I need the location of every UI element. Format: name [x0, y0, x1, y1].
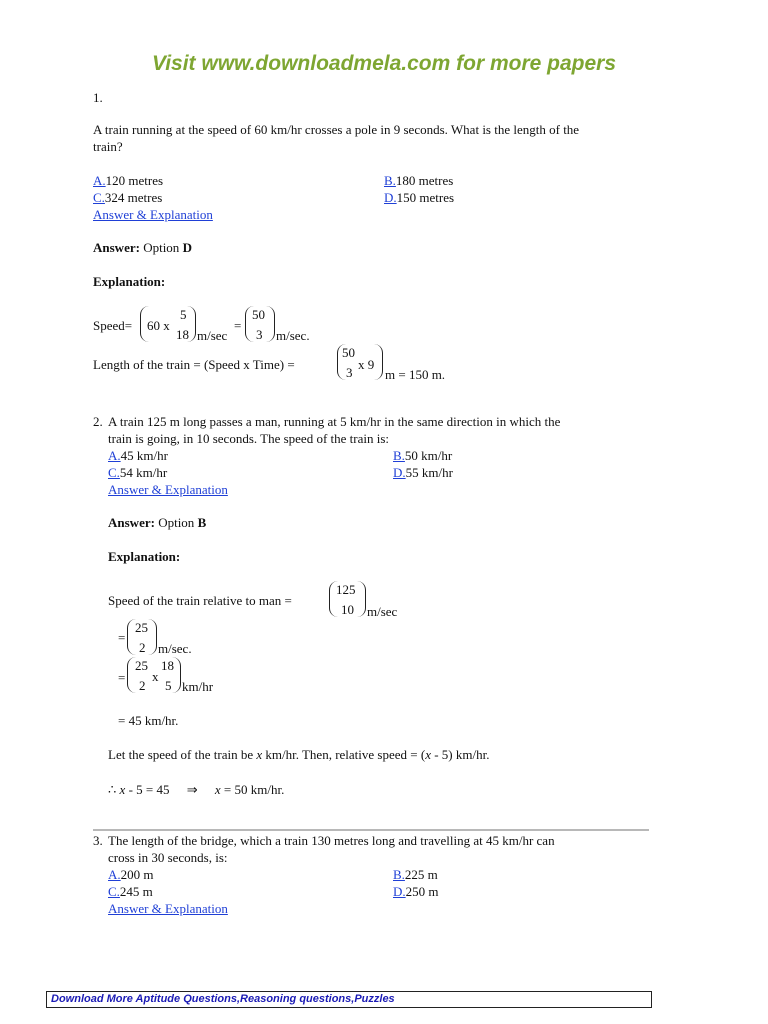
q1-option-b-link[interactable]: B.	[384, 173, 396, 188]
q1-length-x9: x 9	[358, 357, 375, 372]
q1-option-b-value: 180 metres	[395, 173, 454, 188]
q1-explanation-label: Explanation:	[93, 274, 166, 289]
q2-s3-den2: 5	[165, 678, 172, 693]
q2-let-line	[108, 747, 489, 763]
q3-option-c-value: 245 m	[119, 884, 153, 899]
q2-option-b	[393, 448, 452, 464]
q1-speed-60x: 60 x	[147, 318, 170, 333]
q2-answer-letter: B	[197, 515, 207, 530]
q1-option-a-value: 120 metres	[105, 173, 164, 188]
q2-eq1-rest: - 5 = 45	[128, 782, 170, 797]
q1-number: 1.	[93, 90, 103, 105]
q1-option-d	[384, 190, 454, 206]
q2-question-line1: A train 125 m long passes a man, running at 5 km/hr in the same direction in which the	[108, 414, 561, 429]
q3-option-d	[393, 884, 439, 900]
q1-option-b	[384, 173, 453, 189]
q2-option-d	[393, 465, 453, 481]
q3-option-a-link[interactable]: A.	[108, 867, 121, 882]
q1-length-num: 50	[342, 345, 355, 360]
q1-option-d-link[interactable]: D.	[384, 190, 397, 205]
q2-option-a-value: 45 km/hr	[120, 448, 168, 463]
q2-s2-den: 2	[139, 640, 146, 655]
q2-eq2-x: x	[214, 782, 221, 797]
q1-length-prefix: Length of the train = (Speed x Time) =	[93, 357, 295, 372]
q3-question-line1: The length of the bridge, which a train 130 metres long and travelling at 45 km/hr can	[108, 833, 555, 848]
q3-option-b-value: 225 m	[404, 867, 438, 882]
q2-answer-explanation-link[interactable]: Answer & Explanation	[108, 482, 228, 497]
q2-s3-num1: 25	[135, 658, 148, 673]
q1-option-c-link[interactable]: C.	[93, 190, 105, 205]
q2-answer	[108, 515, 206, 531]
q2-option-b-link[interactable]: B.	[393, 448, 405, 463]
q2-option-d-value: 55 km/hr	[405, 465, 453, 480]
q1-speed-unit1: m/sec	[197, 328, 228, 343]
q2-rel-unit: m/sec	[367, 604, 398, 619]
q2-option-d-link[interactable]: D.	[393, 465, 406, 480]
q1-answer-letter: D	[182, 240, 192, 255]
q2-therefore-line	[108, 782, 284, 798]
header-banner: Visit www.downloadmela.com for more papers	[151, 52, 617, 75]
q2-option-a-link[interactable]: A.	[108, 448, 121, 463]
q2-let-x: x	[256, 747, 263, 762]
q2-question-line2: train is going, in 10 seconds. The speed of the train is:	[108, 431, 390, 446]
q1-option-d-value: 150 metres	[396, 190, 455, 205]
q1-speed-unit2: m/sec.	[276, 328, 310, 343]
q2-answer-option: Option	[158, 515, 195, 530]
q1-question-line1: A train running at the speed of 60 km/hr crosses a pole in 9 seconds. What is the length of the	[93, 122, 580, 137]
q3-option-c-link[interactable]: C.	[108, 884, 120, 899]
q2-s3-num2: 18	[161, 658, 174, 673]
q2-s3-den1: 2	[139, 678, 146, 693]
q1-option-a-link[interactable]: A.	[93, 173, 106, 188]
footer-banner[interactable]: Download More Aptitude Questions,Reasoning questions,Puzzles	[46, 991, 652, 1008]
q2-number: 2.	[93, 414, 103, 429]
q2-option-c	[108, 465, 167, 481]
q2-s3-unit: km/hr	[182, 679, 214, 694]
q2-result: = 45 km/hr.	[118, 713, 179, 728]
q1-speed-eq: =	[234, 318, 242, 333]
q2-s3-eq: =	[118, 670, 126, 685]
q3-number: 3.	[93, 833, 103, 848]
q1-speed-num2: 50	[252, 307, 265, 322]
q1-question-line2: train?	[93, 139, 123, 154]
q2-let-b: km/hr. Then, relative speed = (	[265, 747, 426, 762]
q3-option-a	[108, 867, 154, 883]
q2-rel-den: 10	[341, 602, 354, 617]
q2-s3-x: x	[152, 669, 159, 684]
q2-eq1-x: x	[119, 782, 126, 797]
q2-answer-label: Answer:	[108, 515, 155, 530]
q1-option-c-value: 324 metres	[104, 190, 163, 205]
q1-length-result: m = 150 m.	[385, 367, 446, 382]
q2-s2-num: 25	[135, 620, 148, 635]
q3-answer-explanation-link[interactable]: Answer & Explanation	[108, 901, 228, 916]
q1-option-c	[93, 190, 162, 206]
q1-length-den: 3	[346, 365, 353, 380]
q3-option-d-link[interactable]: D.	[393, 884, 406, 899]
q2-s2-eq: =	[118, 630, 126, 645]
q3-option-b	[393, 867, 438, 883]
q1-answer-explanation-link[interactable]: Answer & Explanation	[93, 207, 213, 222]
q2-explanation-label: Explanation:	[108, 549, 181, 564]
q2-rel-prefix: Speed of the train relative to man =	[108, 593, 292, 608]
q3-question-line2: cross in 30 seconds, is:	[108, 850, 228, 865]
q2-eq2-rest: = 50 km/hr.	[223, 782, 285, 797]
q2-let-a: Let the speed of the train be	[108, 747, 254, 762]
q3-option-d-value: 250 m	[405, 884, 439, 899]
q2-let-x2: x	[425, 747, 431, 762]
q3-option-a-value: 200 m	[120, 867, 154, 882]
q2-s2-unit: m/sec.	[158, 641, 192, 656]
q1-answer	[93, 240, 192, 256]
q1-answer-label: Answer:	[93, 240, 140, 255]
q2-rel-num: 125	[336, 582, 356, 597]
q2-option-a	[108, 448, 168, 464]
q2-let-c: - 5) km/hr.	[434, 747, 490, 762]
q1-speed-prefix: Speed=	[93, 318, 133, 333]
q1-speed-num1: 5	[180, 307, 187, 322]
q2-option-c-link[interactable]: C.	[108, 465, 120, 480]
q1-option-a	[93, 173, 163, 189]
implies-arrow-icon: ⇒	[186, 782, 198, 797]
q2-option-b-value: 50 km/hr	[404, 448, 453, 463]
section-divider	[93, 829, 649, 831]
q3-option-c	[108, 884, 153, 900]
q1-speed-den1: 18	[176, 327, 189, 342]
q1-speed-den2: 3	[256, 327, 263, 342]
q3-option-b-link[interactable]: B.	[393, 867, 405, 882]
therefore-symbol: ∴	[108, 782, 117, 797]
q2-option-c-value: 54 km/hr	[119, 465, 168, 480]
q1-answer-option: Option	[143, 240, 180, 255]
